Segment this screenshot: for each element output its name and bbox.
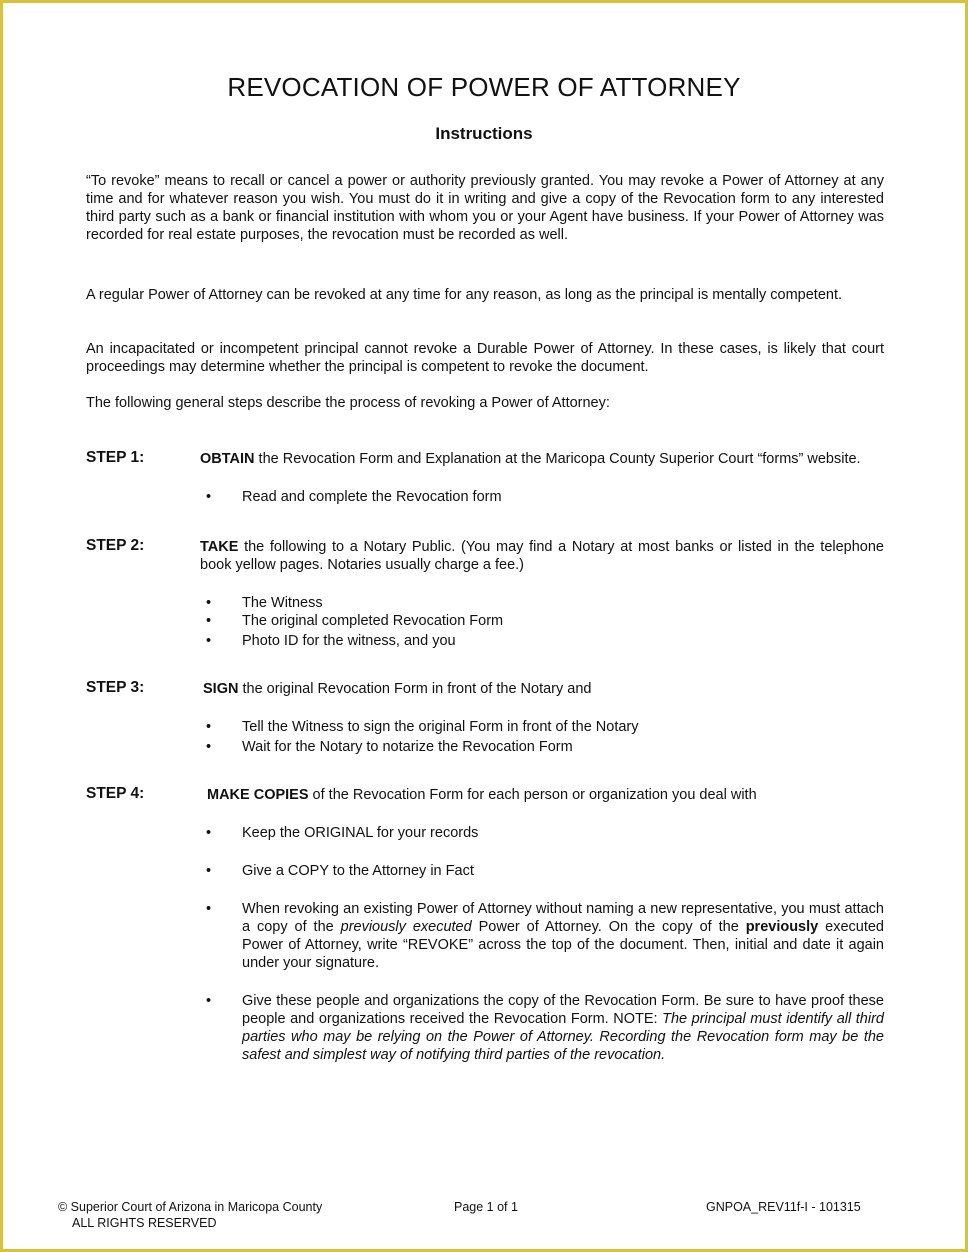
step-4-lead: MAKE COPIES (207, 787, 309, 803)
bullet-4-note: The principal must identify all third parties who may be relying on the Power of Attorney. Recording the Revocation form may be the safest and simplest way of notifying third parties of the revocation. (242, 1011, 884, 1063)
bullet-icon: • (206, 633, 212, 649)
bullet-3-text-a: When revoking an existing Power of Attorney without naming a new representative, you must attach a copy of the (242, 901, 884, 935)
bullet-3-emphasis: previously executed (340, 919, 472, 935)
bullet-icon: • (206, 901, 212, 917)
step-3-body: the original Revocation Form in front of the Notary and (238, 681, 592, 697)
bullet-icon: • (206, 613, 212, 629)
step-4-bullet-4 (242, 992, 884, 1064)
bullet-3-bold: previously (745, 919, 819, 935)
step-1-lead: OBTAIN (200, 451, 255, 467)
document-title: REVOCATION OF POWER OF ATTORNEY (227, 72, 741, 102)
step-1-text (200, 450, 884, 468)
paragraph-steps-intro: The following general steps describe the process of revoking a Power of Attorney: (86, 395, 610, 411)
bullet-3-text-c: executed Power of Attorney, write “REVOKE” across the top of the document. Then, initial and date it again under your signature. (242, 919, 884, 971)
bullet-icon: • (206, 739, 212, 755)
step-1-bullet-1: Read and complete the Revocation form (242, 489, 502, 505)
footer-rights: ALL RIGHTS RESERVED (72, 1216, 217, 1230)
step-4-bullet-1: Keep the ORIGINAL for your records (242, 825, 479, 841)
step-4-bullet-2: Give a COPY to the Attorney in Fact (242, 863, 474, 879)
step-3-label: STEP 3: (86, 679, 145, 696)
step-1-label: STEP 1: (86, 449, 145, 466)
step-2-bullet-3: Photo ID for the witness, and you (242, 633, 456, 649)
bullet-3-text-b: Power of Attorney. On the copy of the (471, 919, 746, 935)
bullet-icon: • (206, 719, 212, 735)
bullet-icon: • (206, 595, 212, 611)
step-2-bullet-2: The original completed Revocation Form (242, 613, 504, 629)
step-3-lead: SIGN (203, 681, 239, 697)
step-4-label: STEP 4: (86, 785, 145, 802)
step-4-body: of the Revocation Form for each person or organization you deal with (308, 787, 757, 803)
footer-copyright: © Superior Court of Arizona in Maricopa County (58, 1200, 323, 1214)
footer-form-code: GNPOA_REV11f-I - 101315 (706, 1200, 861, 1214)
paragraph-regular-poa: A regular Power of Attorney can be revoked at any time for any reason, as long as the principal is mentally competent. (86, 287, 843, 303)
bullet-icon: • (206, 863, 212, 879)
step-3-bullet-1: Tell the Witness to sign the original Form in front of the Notary (242, 719, 639, 735)
step-2-bullet-1: The Witness (242, 595, 323, 611)
footer-page-number: Page 1 of 1 (454, 1200, 518, 1214)
paragraph-definition: “To revoke” means to recall or cancel a power or authority previously granted. You may revoke a Power of Attorney at any time and for whatever reason you wish. You must do it in writing and give a copy of the Revocation form to any interested third party such as a bank or financial institution with whom you or your Agent have business. If your Power of Attorney was recorded for real estate purposes, the revocation must be recorded as well. (86, 173, 884, 243)
step-2-label: STEP 2: (86, 537, 145, 554)
bullet-icon: • (206, 993, 212, 1009)
step-3-bullet-2: Wait for the Notary to notarize the Revocation Form (242, 739, 573, 755)
step-1-body: the Revocation Form and Explanation at the Maricopa County Superior Court “forms” website. (254, 451, 861, 467)
step-2-lead: TAKE (200, 539, 239, 555)
bullet-icon: • (206, 825, 212, 841)
bullet-icon: • (206, 489, 212, 505)
step-2-text (200, 538, 884, 574)
step-2-body: the following to a Notary Public. (You may find a Notary at most banks or listed in the telephone book yellow pages. Notaries usually charge a fee.) (200, 539, 884, 573)
step-4-bullet-3 (242, 900, 884, 972)
paragraph-incapacitated: An incapacitated or incompetent principal cannot revoke a Durable Power of Attorney. In these cases, is likely that court proceedings may determine whether the principal is competent to revoke the document. (86, 341, 884, 375)
document-subtitle: Instructions (435, 124, 533, 143)
bullet-4-text: Give these people and organizations the copy of the Revocation Form. Be sure to have proof these people and organizations received the Revocation Form. NOTE: (242, 993, 884, 1027)
step-3-text (203, 680, 887, 698)
step-4-text (207, 786, 891, 804)
